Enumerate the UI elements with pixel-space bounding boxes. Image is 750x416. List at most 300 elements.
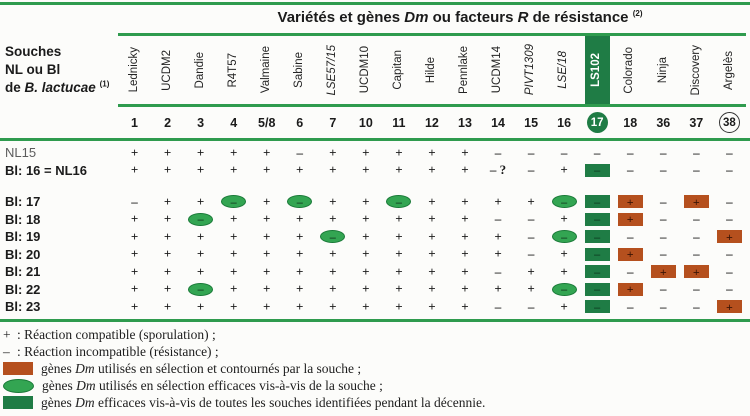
- table-cell: –: [626, 144, 634, 160]
- green-rect-marker: –: [585, 300, 610, 313]
- column-label: R4T57: [226, 52, 239, 88]
- table-cell: +: [527, 263, 535, 279]
- table-cell: +: [229, 162, 238, 178]
- table-cell: [581, 281, 614, 297]
- table-cell: [680, 264, 713, 280]
- table-cell: – ?: [489, 162, 507, 178]
- table-cell: +: [229, 281, 238, 297]
- table-cell: [283, 194, 316, 210]
- column-label: UCDM2: [160, 49, 173, 91]
- table-cell: +: [395, 246, 403, 262]
- green-rect-marker: –: [585, 248, 610, 261]
- table-cell: +: [362, 193, 370, 209]
- table-cell: +: [461, 144, 469, 160]
- table-cell: –: [527, 298, 535, 314]
- table-cell: [581, 211, 614, 227]
- table-row: [0, 298, 750, 316]
- legend-text: [42, 378, 383, 394]
- table-cell: [548, 229, 581, 245]
- column-header: [415, 36, 448, 104]
- table-cell: +: [130, 144, 139, 160]
- column-label: Dandie: [193, 51, 206, 89]
- table-cell: +: [296, 281, 304, 297]
- table-cell: +: [263, 263, 271, 279]
- row-label: Bl: 18: [5, 211, 41, 227]
- table-cell: +: [461, 228, 469, 244]
- legend-item-fully-effective-genes: [3, 394, 750, 411]
- green-rect-marker: –: [585, 230, 610, 243]
- gene-number: 36: [656, 115, 671, 130]
- column-number: [614, 107, 647, 138]
- row-cells: [118, 229, 746, 245]
- column-header: [713, 36, 746, 104]
- row-label: Bl: 20: [5, 246, 41, 262]
- table-cell: +: [329, 193, 337, 209]
- table-cell: +: [196, 228, 205, 244]
- green-rect-marker: –: [585, 265, 610, 278]
- table-cell: +: [263, 228, 271, 244]
- table-cell: –: [626, 263, 634, 279]
- table-cell: –: [660, 144, 667, 160]
- table-cell: +: [461, 263, 469, 279]
- table-cell: –: [693, 246, 700, 262]
- table-cell: +: [362, 144, 370, 160]
- table-cell: +: [560, 246, 568, 262]
- table-cell: –: [726, 263, 733, 279]
- table-cell: +: [163, 246, 172, 262]
- green-rect-marker: –: [585, 213, 610, 226]
- table-cell: +: [263, 246, 271, 262]
- legend-item-compatible: [3, 326, 750, 343]
- table-cell: +: [163, 298, 172, 314]
- table-cell: +: [461, 162, 469, 178]
- green-oval-marker: –: [552, 230, 577, 243]
- table-cell: –: [693, 162, 700, 178]
- column-header: [482, 36, 515, 104]
- table-cell: +: [130, 228, 139, 244]
- legend-text-part: gènes: [41, 360, 76, 376]
- table-cell: +: [494, 228, 502, 244]
- title-text: de résistance: [528, 9, 633, 26]
- table-cell: –: [626, 228, 634, 244]
- table-cell: –: [693, 144, 700, 160]
- table-cell: +: [494, 246, 502, 262]
- gene-number: 18: [623, 115, 638, 130]
- column-label: LS102: [590, 53, 603, 87]
- orange-rect-marker: +: [618, 248, 643, 261]
- table-cell: +: [428, 144, 436, 160]
- title-text: Variétés et gènes: [277, 9, 405, 26]
- row-label: Bl: 19: [5, 229, 41, 245]
- table-cell: –: [626, 298, 634, 314]
- gene-number: 7: [329, 115, 337, 130]
- column-number: [349, 107, 382, 138]
- table-row: [0, 263, 750, 281]
- table-cell: –: [527, 144, 535, 160]
- table-cell: –: [527, 246, 535, 262]
- table-cell: +: [428, 162, 436, 178]
- table-cell: [581, 229, 614, 245]
- table-cell: +: [163, 263, 172, 279]
- row-cells: [118, 281, 746, 297]
- table-cell: +: [296, 211, 304, 227]
- table-cell: [184, 211, 217, 227]
- gene-symbol: Dm: [75, 394, 95, 410]
- table-cell: +: [130, 211, 139, 227]
- table-cell: +: [163, 144, 172, 160]
- table-cell: –: [660, 298, 667, 314]
- table-cell: –: [560, 144, 568, 160]
- table-cell: +: [229, 298, 238, 314]
- table-cell: [316, 229, 349, 245]
- table-cell: –: [494, 263, 502, 279]
- table-cell: [581, 194, 614, 210]
- row-header-line3: [5, 79, 109, 97]
- green-oval-marker: –: [552, 195, 577, 208]
- highlighted-column-box: [585, 36, 610, 104]
- table-cell: +: [163, 281, 172, 297]
- row-cells: [118, 264, 746, 280]
- legend-text-part: gènes: [41, 394, 76, 410]
- table-cell: +: [428, 211, 436, 227]
- column-number: [118, 107, 151, 138]
- gene-symbol: Dm: [75, 360, 95, 376]
- row-header-line1: Souches: [5, 44, 62, 60]
- column-header: [349, 36, 382, 104]
- table-cell: +: [362, 281, 370, 297]
- table-cell: –: [527, 211, 535, 227]
- column-header: [217, 36, 250, 104]
- orange-rect-marker: +: [618, 195, 643, 208]
- table-row: [0, 211, 750, 229]
- table-cell: +: [263, 144, 271, 160]
- column-header: [118, 36, 151, 104]
- column-numbers: [118, 107, 746, 138]
- column-label: Ninja: [656, 56, 669, 84]
- table-row: [0, 144, 750, 162]
- table-row: [0, 281, 750, 299]
- row-header-cell: [0, 33, 118, 107]
- legend-item-overcome-genes: [3, 360, 750, 377]
- table-cell: +: [362, 211, 370, 227]
- column-label: Argelès: [722, 50, 735, 90]
- orange-rect-marker: +: [717, 300, 742, 313]
- table-cell: [614, 194, 647, 210]
- green-rect-swatch: [3, 396, 33, 409]
- table-cell: +: [395, 144, 403, 160]
- row-header-text: [0, 43, 109, 96]
- column-label: PIVT1309: [524, 44, 537, 96]
- gene-number: 6: [296, 115, 304, 130]
- column-label: Pennlake: [458, 46, 471, 94]
- column-header: [184, 36, 217, 104]
- table-cell: +: [263, 162, 271, 178]
- table-cell: +: [428, 263, 436, 279]
- green-oval-marker: –: [320, 230, 345, 243]
- table-cell: [382, 194, 415, 210]
- column-headers: [118, 33, 746, 107]
- gene-number: 13: [458, 115, 472, 130]
- table-cell: +: [362, 298, 370, 314]
- table-cell: –: [660, 193, 667, 209]
- gene-number: 12: [424, 115, 439, 130]
- row-cells: [118, 145, 746, 161]
- column-header: [614, 36, 647, 104]
- legend-text: [41, 361, 361, 377]
- table-cell: –: [693, 281, 700, 297]
- bottom-rule: [0, 319, 750, 322]
- table-cell: –: [660, 246, 667, 262]
- column-header: [448, 36, 481, 104]
- table-cell: +: [196, 298, 205, 314]
- table-row: [0, 228, 750, 246]
- table-cell: +: [329, 263, 337, 279]
- table-cell: +: [560, 298, 568, 314]
- gene-number: 14: [491, 115, 505, 130]
- table-cell: [614, 246, 647, 262]
- table-cell: +: [130, 162, 139, 178]
- legend: [3, 326, 750, 411]
- table-cell: +: [395, 211, 403, 227]
- row-cells: [118, 299, 746, 315]
- orange-rect-marker: +: [684, 195, 709, 208]
- row-cells: [118, 194, 746, 210]
- green-rect-marker: –: [585, 283, 610, 296]
- column-header: [382, 36, 415, 104]
- table-cell: +: [329, 281, 337, 297]
- row-header-footnote-marker: (1): [99, 79, 110, 89]
- green-oval-marker: –: [221, 195, 246, 208]
- table-cell: +: [163, 193, 172, 209]
- column-label: Lednicky: [127, 47, 140, 93]
- table-cell: [217, 194, 250, 210]
- table-cell: +: [428, 193, 436, 209]
- table-cell: [548, 281, 581, 297]
- table-cell: +: [395, 228, 403, 244]
- table-cell: –: [660, 281, 667, 297]
- column-label: Capitan: [392, 50, 405, 90]
- column-number: [548, 107, 581, 138]
- table-cell: –: [693, 298, 700, 314]
- table-cell: –: [693, 211, 700, 227]
- table-cell: –: [593, 144, 601, 160]
- table-cell: +: [130, 298, 139, 314]
- orange-rect-marker: +: [717, 230, 742, 243]
- legend-text-part: gènes: [42, 377, 77, 393]
- gene-number: 3: [197, 115, 205, 130]
- table-cell: +: [196, 193, 205, 209]
- table-cell: +: [229, 211, 238, 227]
- table-cell: +: [362, 162, 370, 178]
- table-cell: +: [395, 298, 403, 314]
- title-factor-symbol: R: [517, 9, 529, 26]
- orange-rect-marker: +: [618, 213, 643, 226]
- title-text: ou facteurs: [428, 9, 518, 26]
- table-cell: [713, 299, 746, 315]
- table-cell: +: [329, 298, 337, 314]
- column-label: LSE/18: [557, 51, 570, 89]
- row-label: NL15: [5, 145, 37, 161]
- table-cell: [647, 264, 680, 280]
- plus-symbol: +: [3, 326, 11, 342]
- column-header: [581, 36, 614, 104]
- table-cell: +: [461, 246, 469, 262]
- table-cell: +: [296, 228, 304, 244]
- table-cell: +: [329, 246, 337, 262]
- table-cell: +: [362, 228, 370, 244]
- table-cell: +: [296, 162, 304, 178]
- legend-text-part: utilisés en sélection et contournés par la souche ;: [94, 360, 362, 376]
- table-cell: +: [263, 298, 271, 314]
- table-cell: +: [296, 246, 304, 262]
- table-cell: [713, 229, 746, 245]
- table-cell: +: [560, 263, 568, 279]
- table-cell: +: [428, 298, 436, 314]
- row-header-line2: NL ou Bl: [5, 62, 61, 78]
- column-header: [151, 36, 184, 104]
- table-cell: +: [527, 281, 535, 297]
- table-cell: [680, 194, 713, 210]
- column-label: Hilde: [425, 56, 438, 84]
- column-number: [415, 107, 448, 138]
- table-cell: –: [726, 193, 733, 209]
- legend-text-part: utilisés en sélection efficaces vis-à-vis de la souche ;: [95, 377, 383, 393]
- table-cell: –: [726, 162, 733, 178]
- table-cell: +: [163, 211, 172, 227]
- green-oval-marker: –: [287, 195, 312, 208]
- table-cell: –: [726, 246, 733, 262]
- table-cell: –: [494, 211, 502, 227]
- column-label: Discovery: [689, 44, 702, 96]
- table-row: [0, 246, 750, 264]
- table-cell: [581, 162, 614, 178]
- legend-text-part: efficaces vis-à-vis de toutes les souches identifiées pendant la décennie.: [94, 394, 486, 410]
- column-number: [382, 107, 415, 138]
- column-number: [680, 107, 713, 138]
- table-cell: +: [527, 193, 535, 209]
- gene-number-row: [0, 107, 750, 141]
- column-number: [581, 107, 614, 138]
- table-cell: +: [461, 281, 469, 297]
- table-cell: –: [494, 298, 502, 314]
- table-cell: –: [296, 144, 303, 160]
- column-number: [316, 107, 349, 138]
- column-number: [515, 107, 548, 138]
- table-cell: +: [196, 144, 205, 160]
- table-cell: +: [494, 281, 502, 297]
- column-header: [316, 36, 349, 104]
- table-cell: +: [395, 281, 403, 297]
- gene-number: 10: [358, 115, 373, 130]
- table-cell: –: [726, 281, 733, 297]
- column-label: LSE57/15: [326, 44, 339, 96]
- row-label: Bl: 23: [5, 299, 41, 315]
- table-cell: [614, 281, 647, 297]
- table-body: [0, 144, 750, 316]
- column-number: [217, 107, 250, 138]
- table-cell: [548, 194, 581, 210]
- column-header: [250, 36, 283, 104]
- table-cell: +: [329, 162, 337, 178]
- column-label: Sabine: [293, 52, 305, 88]
- legend-text: [41, 395, 485, 411]
- table-cell: +: [263, 193, 271, 209]
- table-cell: +: [461, 193, 469, 209]
- table-cell: +: [428, 228, 436, 244]
- table-cell: [581, 246, 614, 262]
- table-cell: +: [461, 298, 469, 314]
- column-label: UCDM14: [491, 46, 504, 94]
- column-header: [515, 36, 548, 104]
- column-number: [283, 107, 316, 138]
- gene-number: 37: [689, 115, 704, 130]
- row-label: Bl: 21: [5, 264, 41, 280]
- gene-number: 2: [164, 115, 172, 130]
- column-header: [680, 36, 713, 104]
- minus-symbol: –: [3, 343, 10, 359]
- table-cell: –: [626, 162, 634, 178]
- table-cell: [184, 281, 217, 297]
- gene-number: 5/8: [258, 115, 276, 130]
- legend-text: : Réaction compatible (sporulation) ;: [17, 326, 216, 342]
- table-cell: +: [163, 228, 172, 244]
- gene-number: 11: [392, 115, 406, 130]
- column-number: [184, 107, 217, 138]
- column-number: [250, 107, 283, 138]
- table-cell: +: [229, 144, 238, 160]
- orange-rect-swatch: [3, 362, 33, 375]
- green-rect-marker: –: [585, 195, 610, 208]
- column-header: [647, 36, 680, 104]
- gene-number: 4: [230, 115, 238, 130]
- title-gene-symbol: Dm: [404, 9, 429, 26]
- gene-symbol: Dm: [76, 377, 96, 393]
- table-cell: +: [395, 162, 403, 178]
- table-cell: +: [229, 246, 238, 262]
- table-cell: +: [329, 144, 337, 160]
- table-cell: +: [296, 263, 304, 279]
- table-cell: +: [560, 162, 568, 178]
- column-header: [548, 36, 581, 104]
- orange-rect-marker: +: [651, 265, 676, 278]
- row-header-prefix: de: [5, 79, 25, 95]
- table-cell: [581, 299, 614, 315]
- column-number: [448, 107, 481, 138]
- column-number: [713, 107, 746, 138]
- table-cell: [581, 264, 614, 280]
- green-oval-marker: –: [188, 283, 213, 296]
- species-name: B. lactucae: [24, 79, 96, 95]
- row-label: Bl: 17: [5, 194, 41, 210]
- green-rect-marker: –: [585, 164, 610, 177]
- table-cell: –: [726, 211, 733, 227]
- column-header: [283, 36, 316, 104]
- table-cell: –: [527, 162, 535, 178]
- table-row: [0, 162, 750, 180]
- table-cell: +: [229, 228, 238, 244]
- row-label: Bl: 22: [5, 281, 41, 297]
- column-number: [482, 107, 515, 138]
- legend-item-effective-genes: [3, 377, 750, 394]
- table-cell: –: [693, 228, 700, 244]
- table-cell: –: [660, 211, 667, 227]
- table-cell: +: [130, 281, 139, 297]
- table-cell: +: [560, 211, 568, 227]
- table-cell: +: [196, 162, 205, 178]
- table-cell: +: [362, 263, 370, 279]
- table-cell: +: [130, 246, 139, 262]
- table-cell: +: [494, 193, 502, 209]
